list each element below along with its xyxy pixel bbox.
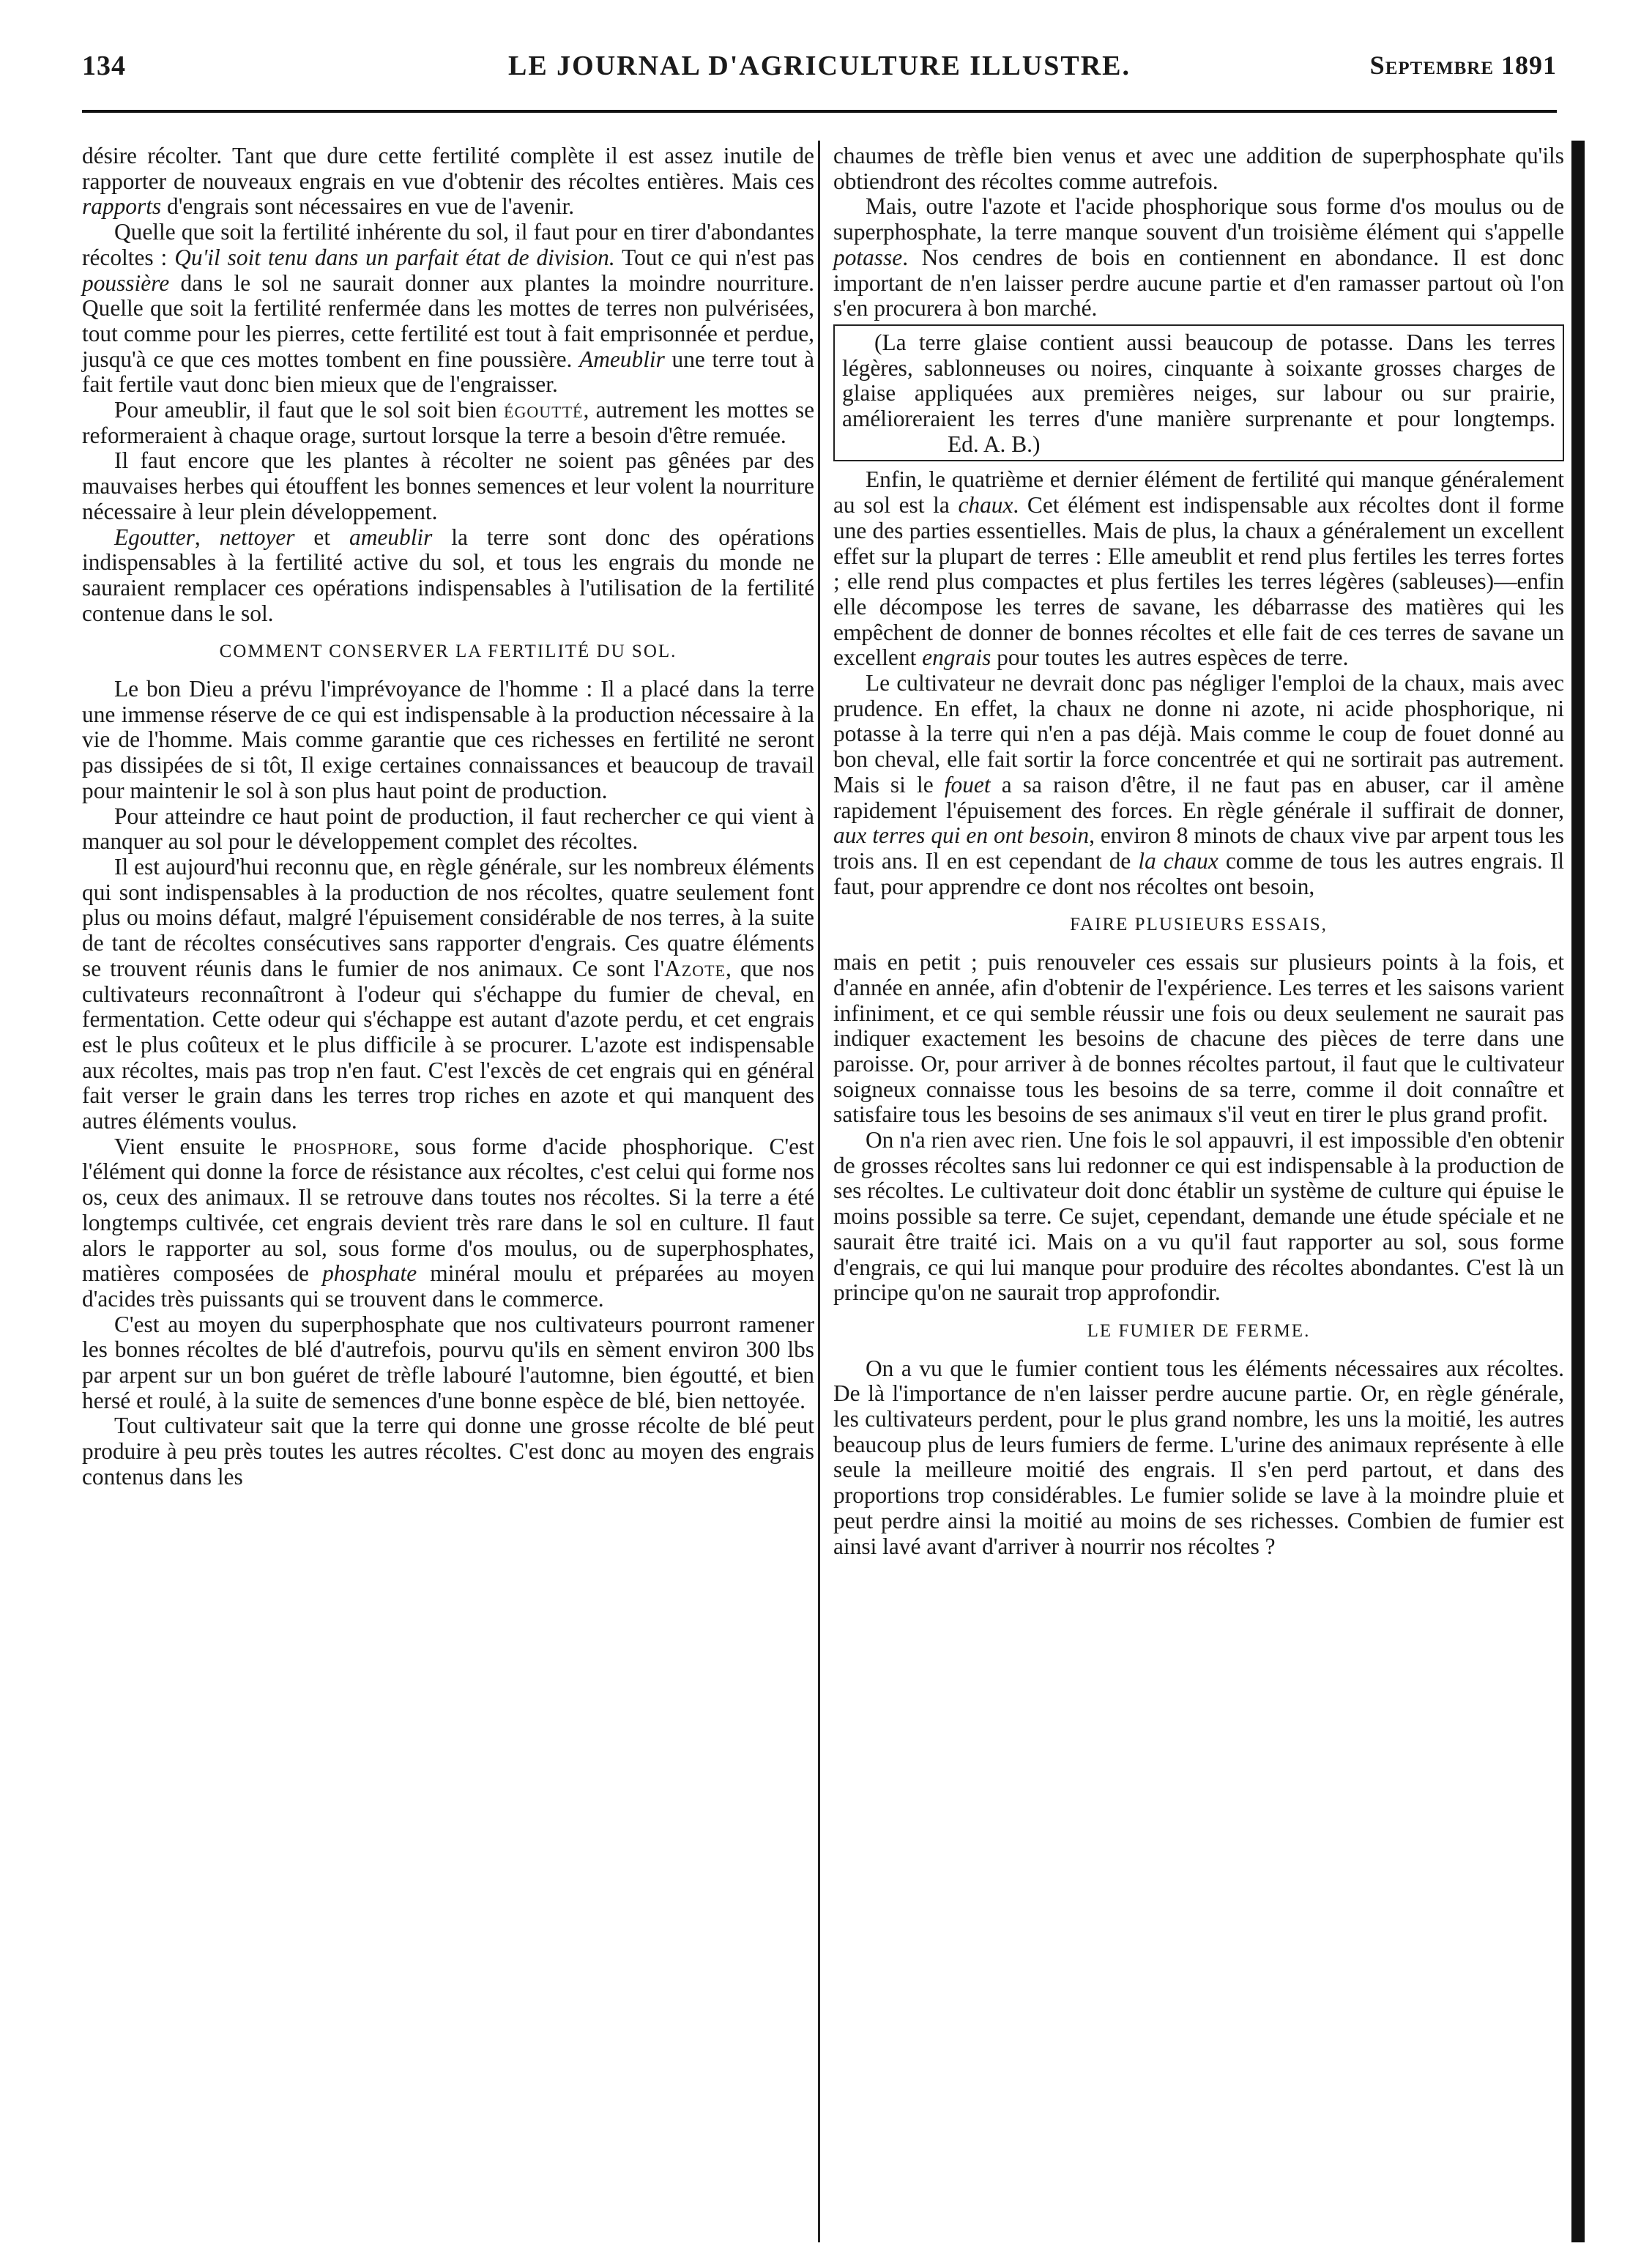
- header-rule: [82, 110, 1557, 113]
- paragraph: Mais, outre l'azote et l'acide phosphorique sous forme d'os moulus ou de superphosphate, la terre manque souvent d'un troisième élément qui s'appelle potasse. Nos cendres de bois en contiennent en abondance. Il est donc important de n'en laisser perdre aucune partie et d'en ramasser partout où l'on s'en procurera à bon marché.: [833, 193, 1564, 321]
- paragraph: Il faut encore que les plantes à récolter ne soient pas gênées par des mauvaises herbes qui étouffent les bonnes semences et leur volent la nourriture nécessaire à leur plein développement.: [82, 447, 814, 524]
- paragraph: Tout cultivateur sait que la terre qui donne une grosse récolte de blé peut produire à peu près toutes les autres récoltes. C'est donc au moyen des engrais contenus dans les: [82, 1413, 814, 1490]
- paragraph: désire récolter. Tant que dure cette fertilité complète il est assez inutile de rapporter de nouveaux engrais en vue d'obtenir des récoltes entières. Mais ces rapports d'engrais sont nécessaires en vue de l'avenir.: [82, 143, 814, 220]
- paragraph: Pour ameublir, il faut que le sol soit bien égoutté, autrement les mottes se reformeraient à chaque orage, surtout lorsque la terre a besoin d'être remuée.: [82, 397, 814, 448]
- paragraph: Vient ensuite le phosphore, sous forme d'acide phosphorique. C'est l'élément qui donne la force de résistance aux récoltes, c'est celui qui forme nos os, ceux des animaux. Il se retrouve dans toutes nos récoltes. Si la terre a été longtemps cultivée, cet engrais devient très rare dans le sol en culture. Il faut alors le rapporter au sol, sous forme d'os moulus, ou de superphosphates, matières composées de phosphate minéral moulu et préparées au moyen d'acides très puissants qui se trouvent dans le commerce.: [82, 1133, 815, 1312]
- paragraph: C'est au moyen du superphosphate que nos cultivateurs pourront ramener les bonnes récoltes de blé d'autrefois, pourvu qu'ils en sèment environ 300 lbs par arpent sur un bon guéret de trèfle labouré l'automne, bien égoutté, et bien hersé et roulé, à la suite de semences d'une bonne espèce de blé, bien nettoyée.: [82, 1311, 814, 1413]
- paragraph: Le cultivateur ne devrait donc pas négliger l'emploi de la chaux, mais avec prudence. En effet, la chaux ne donne ni azote, ni acide phosphorique, ni potasse à la terre qui n'en a pas déjà. Mais comme le coup de fouet donné au bon cheval, elle fait sortir la force concentrée et qui ne sortirait pas autrement. Mais si le fouet a sa raison d'être, il ne faut pas en abuser, car il amène rapidement l'épuisement des forces. En règle générale il suffirait de donner, aux terres qui en ont besoin, environ 8 minots de chaux vive par arpent tous les trois ans. Il en est cependant de la chaux comme de tous les autres engrais. Il faut, pour apprendre ce dont nos récoltes ont besoin,: [833, 670, 1565, 899]
- paragraph: Il est aujourd'hui reconnu que, en règle générale, sur les nombreux éléments qui sont indispensables à la production de nos récoltes, quatre seulement font plus ou moins défaut, malgré l'épuisement considérable de nos terres, à la suite de tant de récoltes consécutives sans rapporter d'engrais. Ces quatre éléments se trouvent réunis dans le fumier de nos animaux. Ce sont l'Azote, que nos cultivateurs reconnaîtront à l'odeur qui s'échappe du fumier de cheval, en fermentation. Cette odeur qui s'échappe est autant d'azote perdu, et cet engrais est le plus coûteux et le plus difficile à se procurer. L'azote est indispensable aux récoltes, mais pas trop n'en faut. C'est l'excès de cet engrais qui en général fait verser le grain dans les terres trop riches en azote et qui manquent des autres éléments voulus.: [82, 853, 814, 1134]
- right-column: [833, 144, 1564, 1559]
- journal-title: LE JOURNAL D'AGRICULTURE ILLUSTRE.: [507, 51, 1131, 81]
- section-heading: LE FUMIER DE FERME.: [1087, 1320, 1311, 1341]
- paragraph: On n'a rien avec rien. Une fois le sol appauvri, il est impossible d'en obtenir de grosses récoltes sans lui redonner ce qui est indispensable à la production de ses récoltes. Le cultivateur doit donc établir un système de culture qui épuise le moins possible sa terre. Ce sujet, cependant, demande une étude spéciale et ne saurait être traité ici. Mais on a vu qu'il faut rapporter au sol, sous forme d'engrais, ce qui lui manque pour produire des récoltes abondantes. C'est là un principe qu'on ne saurait trop approfondir.: [833, 1127, 1564, 1306]
- editor-note-box: [833, 324, 1564, 462]
- paragraph: Pour atteindre ce haut point de production, il faut rechercher ce qui vient à manquer au sol pour le développement complet des récoltes.: [82, 803, 814, 855]
- paragraph: chaumes de trèfle bien venus et avec une addition de superphosphate qu'ils obtiendront des récoltes comme autrefois.: [833, 143, 1564, 194]
- paragraph: Le bon Dieu a prévu l'imprévoyance de l'homme : Il a placé dans la terre une immense réserve de ce qui est indispensable à la production nécessaire à la vie de l'homme. Mais comme garantie que ces richesses en fertilité ne seront pas dissipées de si tôt, Il exige certaines connaissances et beaucoup de travail pour maintenir le sol à son plus haut point de production.: [82, 676, 814, 803]
- page-header: [82, 50, 1557, 94]
- page-number: 134: [82, 51, 126, 81]
- paragraph: Quelle que soit la fertilité inhérente du sol, il faut pour en tirer d'abondantes récoltes : Qu'il soit tenu dans un parfait état de division. Tout ce qui n'est pas poussière dans le sol ne saurait donner aux plantes la moindre nourriture. Quelle que soit la fertilité renfermée dans les mottes de terres non pulvérisées, tout comme pour les pierres, cette fertilité est tout à fait emprisonnée et perdue, jusqu'à ce que ces mottes tombent en fine poussière. Ameublir une terre tout à fait fertile vaut donc bien mieux que de l'engraisser.: [82, 219, 814, 398]
- paragraph: On a vu que le fumier contient tous les éléments nécessaires aux récoltes. De là l'importance de n'en laisser perdre aucune partie. Or, en règle générale, les cultivateurs perdent, pour le plus grand nombre, les uns la moitié, les autres beaucoup plus de leurs fumiers de ferme. L'urine des animaux représente à elle seule la meilleure moitié des engrais. Il s'en perd partout, et dans des proportions trop considérables. Le fumier solide se lave à la moindre pluie et peut perdre ainsi la moitié au moins de ses richesses. Combien de fumier est ainsi lavé avant d'arriver à nourrir nos récoltes ?: [833, 1355, 1564, 1559]
- editor-note: (La terre glaise contient aussi beaucoup de potasse. Dans les terres légères, sablonneuses ou noires, cinquante à soixante grosses charges de glaise appliquées aux premières neiges, sur labour ou sur prairie, amélioreraient les terres d'une manière surprenante et pour longtemps.Ed. A. B.): [842, 329, 1555, 457]
- section-heading: COMMENT CONSERVER LA FERTILITÉ DU SOL.: [219, 642, 677, 662]
- paragraph: Enfin, le quatrième et dernier élément de fertilité qui manque généralement au sol est la chaux. Cet élément est indispensable aux récoltes dont il forme une des parties essentielles. Mais de plus, la chaux a généralement un excellent effet sur la plupart de terres : Elle ameublit et rend plus fertiles les terres fortes ; elle rend plus compactes et plus fertiles les terres légères (sableuses)—enfin elle décompose les terres de savane, les débarrasse des matières qui les empêchent de donner de bonnes récoltes et elle fait de ces terres de savane un excellent engrais pour toutes les autres espèces de terre.: [833, 466, 1564, 671]
- section-heading: FAIRE PLUSIEURS ESSAIS,: [1070, 915, 1328, 935]
- issue-date: Septembre 1891: [1369, 51, 1557, 80]
- paragraph: mais en petit ; puis renouveler ces essais sur plusieurs points à la fois, et d'année en année, afin d'obtenir de l'expérience. Les terres et les saisons varient infiniment, et ce qui semble réussir une fois ou deux seulement ne saurait pas indiquer exactement les besoins de chacune des pièces de terre dans une paroisse. Or, pour arriver à de bonnes récoltes partout, il faut que le cultivateur soigneux connaisse tous les besoins de sa terre, comme il doit connaître et satisfaire tous les besoins de ses animaux s'il veut en tirer le plus grand profit.: [833, 949, 1564, 1128]
- column-divider: [818, 141, 820, 2242]
- editor-signature: Ed. A. B.): [948, 431, 1041, 457]
- paragraph: Egoutter, nettoyer et ameublir la terre sont donc des opérations indispensables à la fertilité active du sol, et tous les engrais du monde ne sauraient remplacer ces opérations indispensables à l'utilisation de la fertilité contenue dans le sol.: [82, 524, 814, 626]
- left-column: [82, 144, 814, 1490]
- page-edge-bar: [1571, 141, 1585, 2242]
